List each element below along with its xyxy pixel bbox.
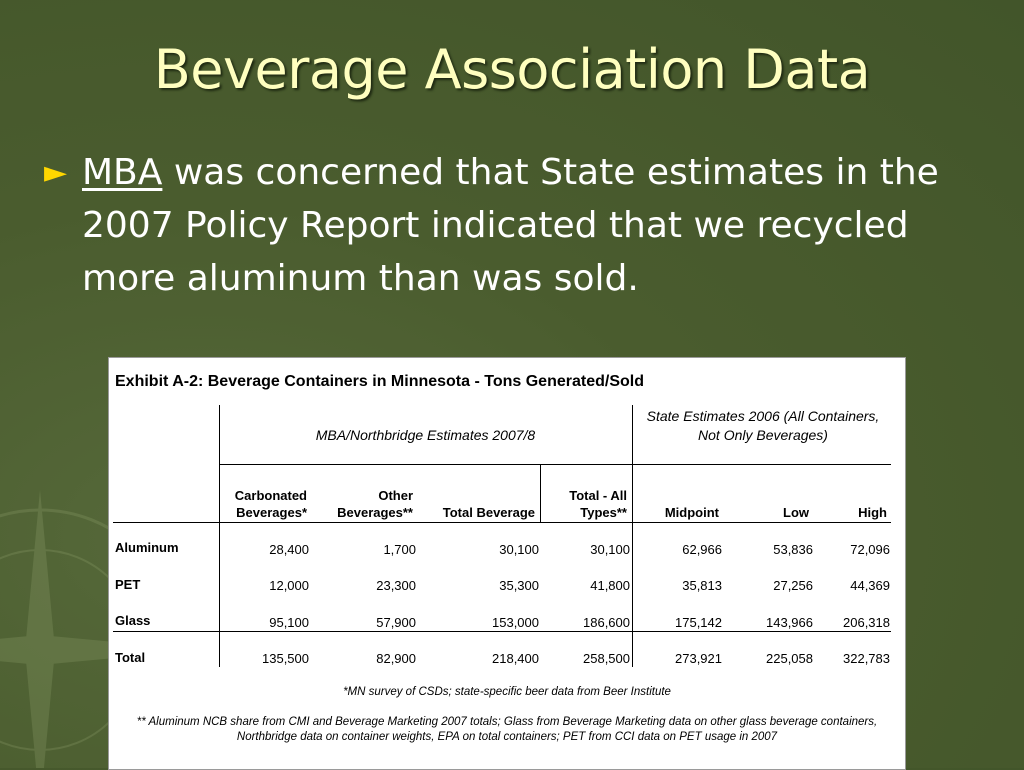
bullet-arrow-icon: ►	[44, 155, 68, 190]
column-header: High	[858, 505, 887, 520]
footnote-single-star: *MN survey of CSDs; state-specific beer data from Beer Institute	[343, 686, 671, 698]
footnote-double-star: ** Aluminum NCB share from CMI and Beverage Marketing 2007 totals; Glass from Beverage Marketing data on other glass beverage containers, Northbridge data on container weights, EPA on total containers; PET from CCI data on PET usage in 2007	[136, 716, 878, 743]
table-cell: 143,966	[766, 615, 813, 630]
table-cell: 57,900	[376, 615, 416, 630]
row-label: Aluminum	[115, 540, 179, 555]
column-header: Other Beverages**	[337, 488, 413, 520]
table-cell: 175,142	[675, 615, 722, 630]
table-cell: 53,836	[773, 542, 813, 557]
column-header: Carbonated Beverages*	[234, 488, 307, 520]
group-header-mba: MBA/Northbridge Estimates 2007/8	[315, 427, 536, 443]
exhibit-table	[108, 357, 906, 770]
table-cell: 44,369	[850, 578, 890, 593]
table-divider	[113, 631, 891, 632]
table-cell: 218,400	[492, 651, 539, 666]
mba-link[interactable]: MBA	[82, 152, 163, 193]
table-divider	[219, 464, 891, 465]
table-cell: 322,783	[843, 651, 890, 666]
row-label: PET	[115, 577, 141, 592]
table-cell: 35,813	[682, 578, 722, 593]
group-header-state: State Estimates 2006 (All Containers, Not Only Beverages)	[646, 408, 880, 443]
column-header: Total Beverage	[442, 505, 535, 520]
table-divider	[113, 522, 891, 523]
table-cell: 186,600	[583, 615, 630, 630]
table-cell: 30,100	[499, 542, 539, 557]
table-cell: 225,058	[766, 651, 813, 666]
table-cell: 28,400	[269, 542, 309, 557]
table-cell: 41,800	[590, 578, 630, 593]
bullet-text	[82, 146, 994, 305]
bullet-body: was concerned that State estimates in the 2007 Policy Report indicated that we recycled more aluminum than was sold.	[82, 152, 939, 299]
table-cell: 95,100	[269, 615, 309, 630]
table-cell: 30,100	[590, 542, 630, 557]
table-divider	[632, 405, 633, 667]
table-cell: 206,318	[843, 615, 890, 630]
table-cell: 82,900	[376, 651, 416, 666]
table-cell: 72,096	[850, 542, 890, 557]
column-header: Midpoint	[664, 505, 719, 520]
row-label: Total	[115, 650, 146, 665]
column-header: Total - All Types**	[569, 488, 627, 520]
slide-title: Beverage Association Data	[153, 38, 871, 101]
table-cell: 35,300	[499, 578, 539, 593]
table-cell: 135,500	[262, 651, 309, 666]
table-cell: 1,700	[383, 542, 416, 557]
table-cell: 62,966	[682, 542, 722, 557]
table-cell: 27,256	[773, 578, 813, 593]
table-cell: 273,921	[675, 651, 722, 666]
table-cell: 258,500	[583, 651, 630, 666]
bullet-point	[44, 146, 994, 305]
row-label: Glass	[115, 613, 151, 628]
exhibit-title: Exhibit A-2: Beverage Containers in Minnesota - Tons Generated/Sold	[115, 373, 644, 390]
table-cell: 12,000	[269, 578, 309, 593]
table-cell: 23,300	[376, 578, 416, 593]
table-cell: 153,000	[492, 615, 539, 630]
column-header: Low	[783, 505, 809, 520]
